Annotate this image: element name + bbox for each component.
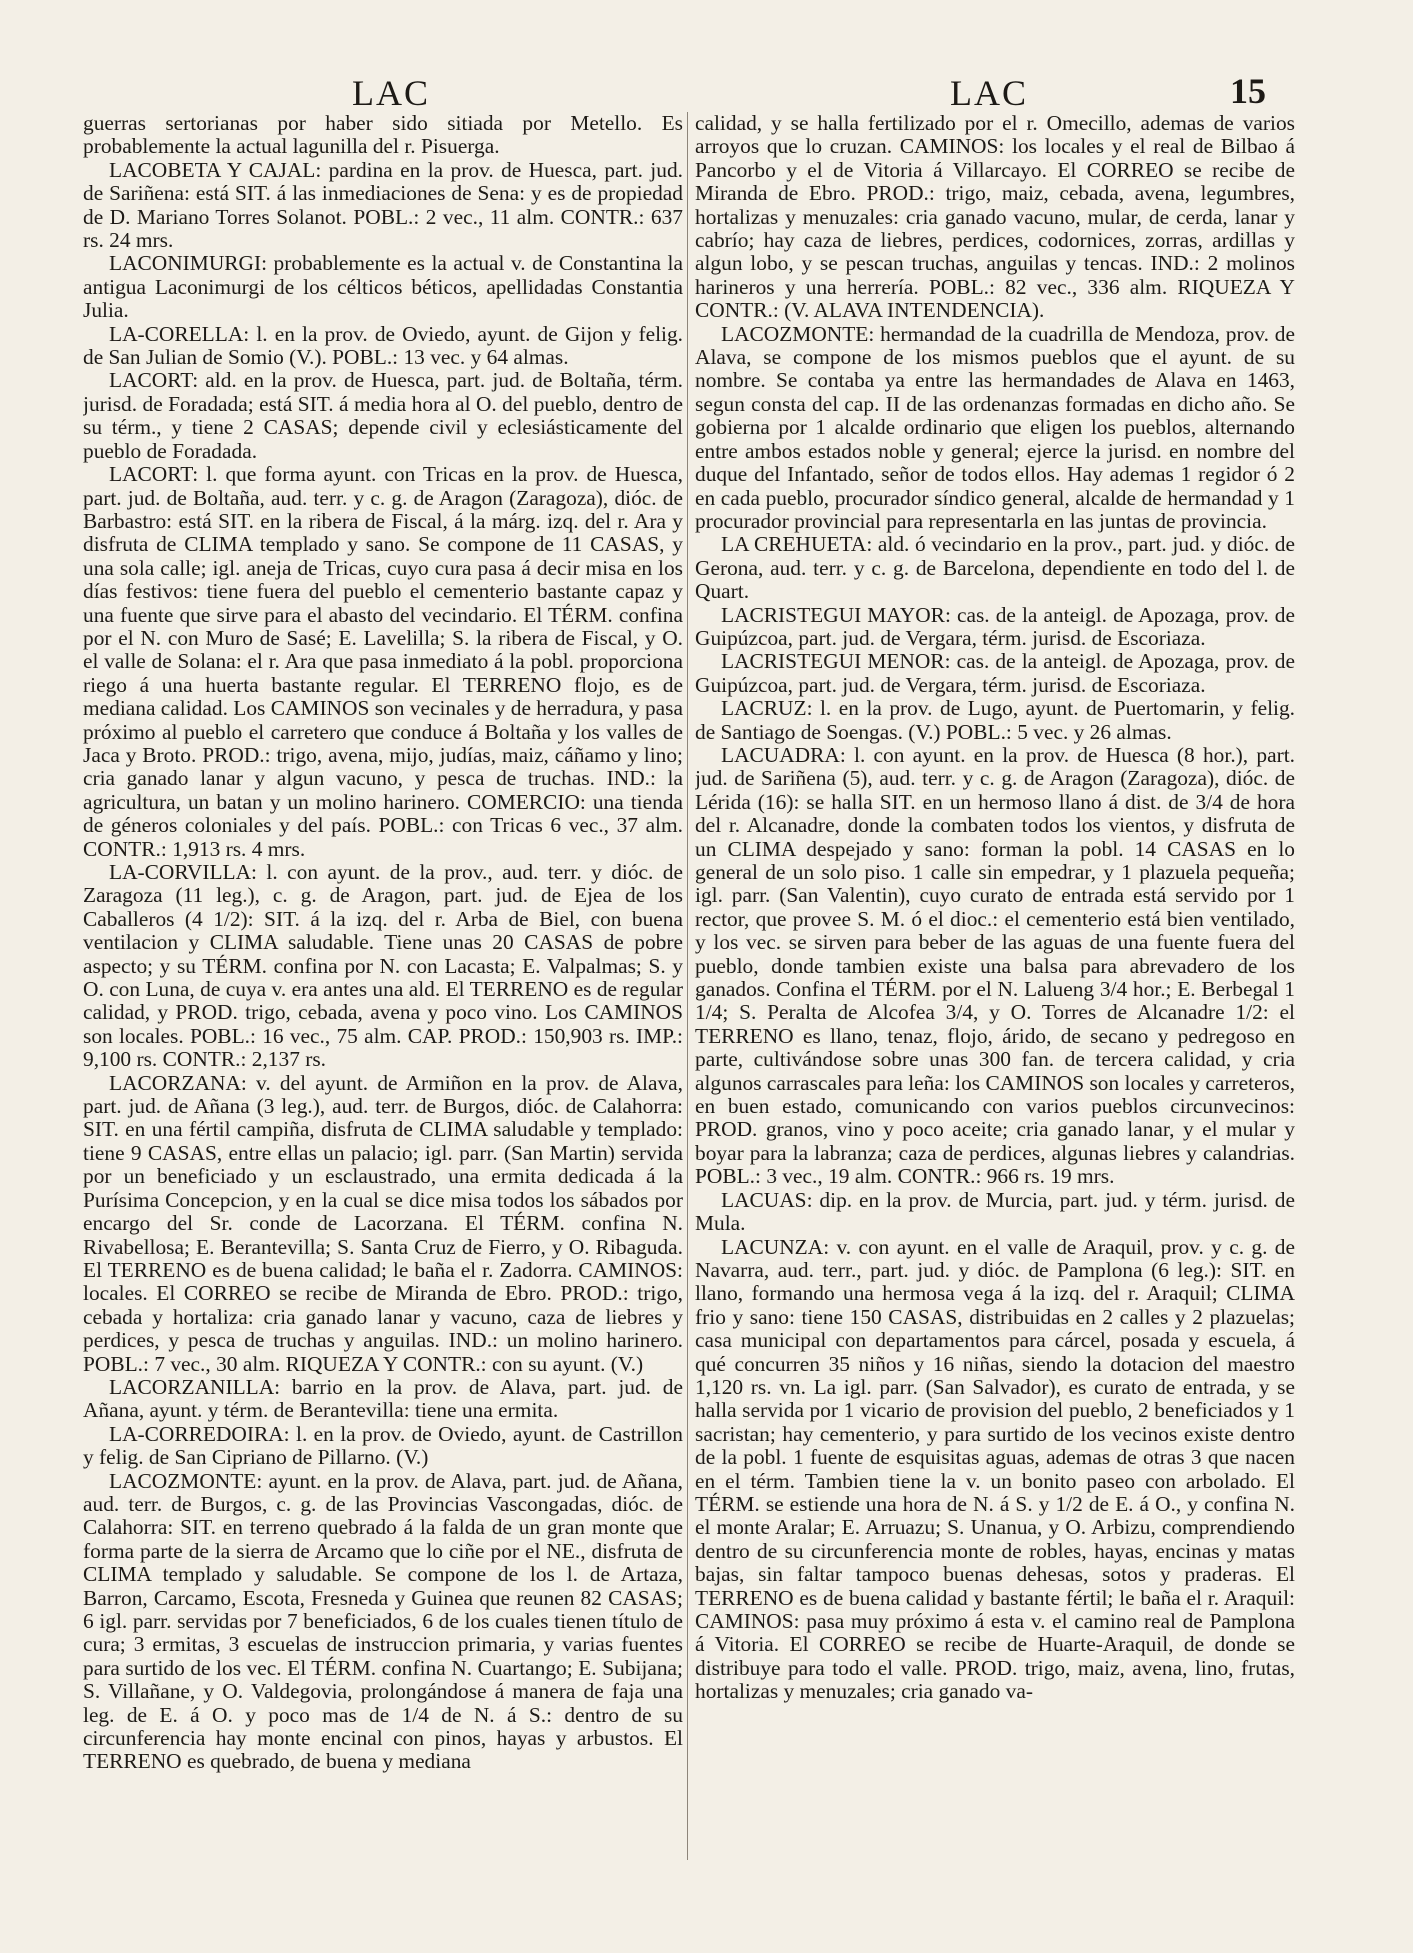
page-number: 15 <box>1230 71 1266 111</box>
entry-paragraph: LACRUZ: l. en la prov. de Lugo, ayunt. de Puertomarin, y felig. de Santiago de Soengas. (V.) POBL.: 5 vec. y 26 almas. <box>695 696 1295 744</box>
entry-paragraph: LA-CORREDOIRA: l. en la prov. de Oviedo, ayunt. de Castrillon y felig. de San Cipriano de Pillarno. (V.) <box>83 1421 683 1470</box>
entry-paragraph: LACORZANILLA: barrio en la prov. de Alava, part. jud. de Añana, ayunt. y térm. de Berantevilla: tiene una ermita. <box>83 1374 683 1423</box>
entry-paragraph: LACORT: l. que forma ayunt. con Tricas en la prov. de Huesca, part. jud. de Boltaña, aud. terr. y c. g. de Aragon (Zaragoza), dióc. de Barbastro: está SIT. en la ribera de Fiscal, á la márg. izq. del r. Ara y disfruta de CLIMA templado y sano. Se compone de 11 CASAS, y una sola calle; igl. aneja de Tricas, cuyo cura pasa á decir misa en los días festivos: tiene fuera del pueblo el cementerio bastante capaz y una fuente que sirve para el abasto del vecindario. El TÉRM. confina por el N. con Muro de Sasé; E. Lavelilla; S. la ribera de Fiscal, y O. el valle de Solana: el r. Ara que pasa inmediato á la pobl. proporciona riego á una huerta bastante regular. El TERRENO flojo, es de mediana calidad. Los CAMINOS son vecinales y de herradura, y pasa próximo al pueblo el carretero que conduce á Boltaña y los valles de Jaca y Broto. PROD.: trigo, avena, mijo, judías, maiz, cáñamo y lino; cria ganado lanar y algun vacuno, y pesca de truchas. IND.: la agricultura, un batan y un molino harinero. COMERCIO: una tienda de géneros coloniales y del país. POBL.: con Tricas 6 vec., 37 alm. CONTR.: 1,913 rs. 4 mrs. <box>83 462 683 861</box>
entry-paragraph: LACOZMONTE: hermandad de la cuadrilla de Mendoza, prov. de Alava, se compone de los mismos pueblos que el ayunt. de su nombre. Se contaba ya entre las hermandades de Alava en 1463, segun consta del cap. II de las ordenanzas formadas en dicho año. Se gobierna por 1 alcalde ordinario que eligen los pueblos, alternando entre ambos estados noble y general; ejerce la jurisd. en nombre del duque del Infantado, señor de todos ellos. Hay ademas 1 regidor ó 2 en cada pueblo, procurador síndico general, alcalde de hermandad y 1 procurador provincial para representarla en las juntas de provincia. <box>695 321 1295 533</box>
entry-paragraph: calidad, y se halla fertilizado por el r. Omecillo, ademas de varios arroyos que lo cruzan. CAMINOS: los locales y el real de Bilbao á Pancorbo y el de Vitoria á Villarcayo. El CORREO se recibe de Miranda de Ebro. PROD.: trigo, maiz, cebada, avena, legumbres, hortalizas y menuzales: cria ganado vacuno, mular, de cerda, lanar y cabrío; hay caza de liebres, perdices, codornices, zorras, ardillas y algun lobo, y se pescan truchas, anguilas y tencas. IND.: 2 molinos harineros y una herrería. POBL.: 82 vec., 336 alm. RIQUEZA Y CONTR.: (V. ALAVA INTENDENCIA). <box>695 112 1295 323</box>
entry-paragraph: LA-CORELLA: l. en la prov. de Oviedo, ayunt. de Gijon y felig. de San Julian de Somio (V.). POBL.: 13 vec. y 64 almas. <box>83 321 683 370</box>
running-head-right: LAC <box>950 73 1028 113</box>
entry-paragraph: LACORT: ald. en la prov. de Huesca, part. jud. de Boltaña, térm. jurisd. de Foradada; está SIT. á media hora al O. del pueblo, dentro de su térm., y tiene 2 CASAS; depende civil y eclesiásticamente del pueblo de Foradada. <box>83 368 683 463</box>
entry-paragraph: LA CREHUETA: ald. ó vecindario en la prov., part. jud. y dióc. de Gerona, aud. terr. y c. g. de Barcelona, dependiente en todo del l. de Quart. <box>695 532 1295 604</box>
entry-paragraph: LACRISTEGUI MENOR: cas. de la anteigl. de Apozaga, prov. de Guipúzcoa, part. jud. de Vergara, térm. jurisd. de Escoriaza. <box>695 649 1295 697</box>
entry-paragraph: LACUNZA: v. con ayunt. en el valle de Araquil, prov. y c. g. de Navarra, aud. terr., part. jud. y dióc. de Pamplona (6 leg.): SIT. en llano, formando una hermosa vega á la izq. del r. Araquil; CLIMA frio y sano: tiene 150 CASAS, distribuidas en 2 calles y 2 plazuelas; casa municipal con departamentos para cárcel, posada y escuela, á qué concurren 35 niños y 16 niñas, siendo la dotacion del maestro 1,120 rs. vn. La igl. parr. (San Salvador), es curato de entrada, y se halla servida por 1 vicario de provision del pueblo, 2 beneficiados y 1 sacristan; hay cementerio, y para surtido de los vecinos existe dentro de la pobl. 1 fuente de esquisitas aguas, ademas de otras 3 que nacen en el térm. Tambien tiene la v. un bonito paseo con arbolado. El TÉRM. se estiende una hora de N. á S. y 1/2 de E. á O., y confina N. el monte Aralar; E. Arruazu; S. Unanua, y O. Arbizu, comprendiendo dentro de su circunferencia monte de robles, hayas, encinas y matas bajas, sin faltar tampoco buenas dehesas, sotos y praderas. El TERRENO es de buena calidad y bastante fértil; le baña el r. Araquil: CAMINOS: pasa muy próximo á esta v. el camino real de Pamplona á Vitoria. El CORREO se recibe de Huarte-Araquil, de donde se distribuye para todo el valle. PROD. trigo, maiz, avena, lino, frutas, hortalizas y menuzales; cria ganado va- <box>695 1234 1295 1704</box>
entry-paragraph: LACRISTEGUI MAYOR: cas. de la anteigl. de Apozaga, prov. de Guipúzcoa, part. jud. de Vergara, térm. jurisd. de Escoriaza. <box>695 602 1295 650</box>
entry-paragraph: LA-CORVILLA: l. con ayunt. de la prov., aud. terr. y dióc. de Zaragoza (11 leg.), c. g. de Aragon, part. jud. de Ejea de los Caballeros (4 1/2): SIT. á la izq. del r. Arba de Biel, con buena ventilacion y CLIMA saludable. Tiene unas 20 CASAS de pobre aspecto; y su TÉRM. confina por N. con Lacasta; E. Valpalmas; S. y O. con Luna, de cuya v. era antes una ald. El TERRENO es de regular calidad, y PROD. trigo, cebada, avena y poco vino. Los CAMINOS son locales. POBL.: 16 vec., 75 alm. CAP. PROD.: 150,903 rs. IMP.: 9,100 rs. CONTR.: 2,137 rs. <box>83 860 683 1072</box>
column-divider <box>687 112 688 1860</box>
entry-paragraph: LACORZANA: v. del ayunt. de Armiñon en la prov. de Alava, part. jud. de Añana (3 leg.), aud. terr. de Burgos, dióc. de Calahorra: SIT. en una fértil campiña, disfruta de CLIMA saludable y templado: tiene 9 CASAS, entre ellas un palacio; igl. parr. (San Martin) servida por un beneficiado y un esclaustrado, una ermita dedicada á la Purísima Concepcion, y en la cual se dice misa todos los sábados por encargo del Sr. conde de Lacorzana. El TÉRM. confina N. Rivabellosa; E. Berantevilla; S. Santa Cruz de Fierro, y O. Ribaguda. El TERRENO es de buena calidad; le baña el r. Zadorra. CAMINOS: locales. El CORREO se recibe de Miranda de Ebro. PROD.: trigo, cebada y hortaliza: cria ganado lanar y vacuno, caza de liebres y perdices, y pesca de truchas y anguilas. IND.: un molino harinero. POBL.: 7 vec., 30 alm. RIQUEZA Y CONTR.: con su ayunt. (V.) <box>83 1070 683 1376</box>
left-column <box>83 112 683 1860</box>
entry-paragraph: LACOBETA Y CAJAL: pardina en la prov. de Huesca, part. jud. de Sariñena: está SIT. á las inmediaciones de Sena: y es de propiedad de D. Mariano Torres Solanot. POBL.: 2 vec., 11 alm. CONTR.: 637 rs. 24 mrs. <box>83 157 683 253</box>
entry-paragraph: guerras sertorianas por haber sido sitiada por Metello. Es probablemente la actual lagunilla del r. Pisuerga. <box>83 112 683 159</box>
right-column <box>695 112 1295 1860</box>
entry-paragraph: LACONIMURGI: probablemente es la actual v. de Constantina la antigua Laconimurgi de los célticos béticos, apellidadas Constantia Julia. <box>83 251 683 323</box>
entry-paragraph: LACUADRA: l. con ayunt. en la prov. de Huesca (8 hor.), part. jud. de Sariñena (5), aud. terr. y c. g. de Aragon (Zaragoza), dióc. de Lérida (16): se halla SIT. en un hermoso llano á dist. de 3/4 de hora del r. Alcanadre, donde la combaten todos los vientos, y disfruta de un CLIMA despejado y sano: forman la pobl. 14 CASAS en lo general de un solo piso. 1 calle sin empedrar, y 1 plazuela pequeña; igl. parr. (San Valentin), cuyo curato de entrada está servido por 1 rector, que provee S. M. ó el dioc.: el cementerio está bien ventilado, y los vec. se sirven para beber de las aguas de una fuente fuera del pueblo, donde tambien existe una balsa para abrevadero de los ganados. Confina el TÉRM. por el N. Lalueng 3/4 hor.; E. Berbegal 1 1/4; S. Peralta de Alcofea 3/4, y O. Torres de Alcanadre 1/2: el TERRENO es llano, tenaz, flojo, árido, de secano y pedregoso en parte, cultivándose sobre unas 300 fan. de tercera calidad, y cria algunos carrascales para leña: los CAMINOS son locales y carreteros, en buen estado, comunicando con varios pueblos circunvecinos: PROD. granos, vino y poco aceite; cria ganado lanar, y el mular y boyar para la labranza; caza de perdices, algunas liebres y calandrias. POBL.: 3 vec., 19 alm. CONTR.: 966 rs. 19 mrs. <box>695 742 1295 1189</box>
running-head-left: LAC <box>352 73 430 113</box>
entry-paragraph: LACOZMONTE: ayunt. en la prov. de Alava, part. jud. de Añana, aud. terr. de Burgos, c. g. de las Provincias Vascongadas, dióc. de Calahorra: SIT. en terreno quebrado á la falda de un gran monte que forma parte de la sierra de Arcamo que lo ciñe por el NE., disfruta de CLIMA templado y saludable. Se compone de los l. de Artaza, Barron, Carcamo, Escota, Fresneda y Guinea que reunen 82 CASAS; 6 igl. parr. servidas por 7 beneficiados, 6 de los cuales tienen título de cura; 3 ermitas, 3 escuelas de instruccion primaria, y varias fuentes para surtido de los vec. El TÉRM. confina N. Cuartango; E. Subijana; S. Villañane, y O. Valdegovia, prolongándose á manera de faja una leg. de E. á O. y poco mas de 1/4 de N. á S.: dentro de su circunferencia hay monte encinal con pinos, hayas y arbustos. El TERRENO es quebrado, de buena y mediana <box>83 1468 683 1774</box>
entry-paragraph: LACUAS: dip. en la prov. de Murcia, part. jud. y térm. jurisd. de Mula. <box>695 1187 1295 1236</box>
